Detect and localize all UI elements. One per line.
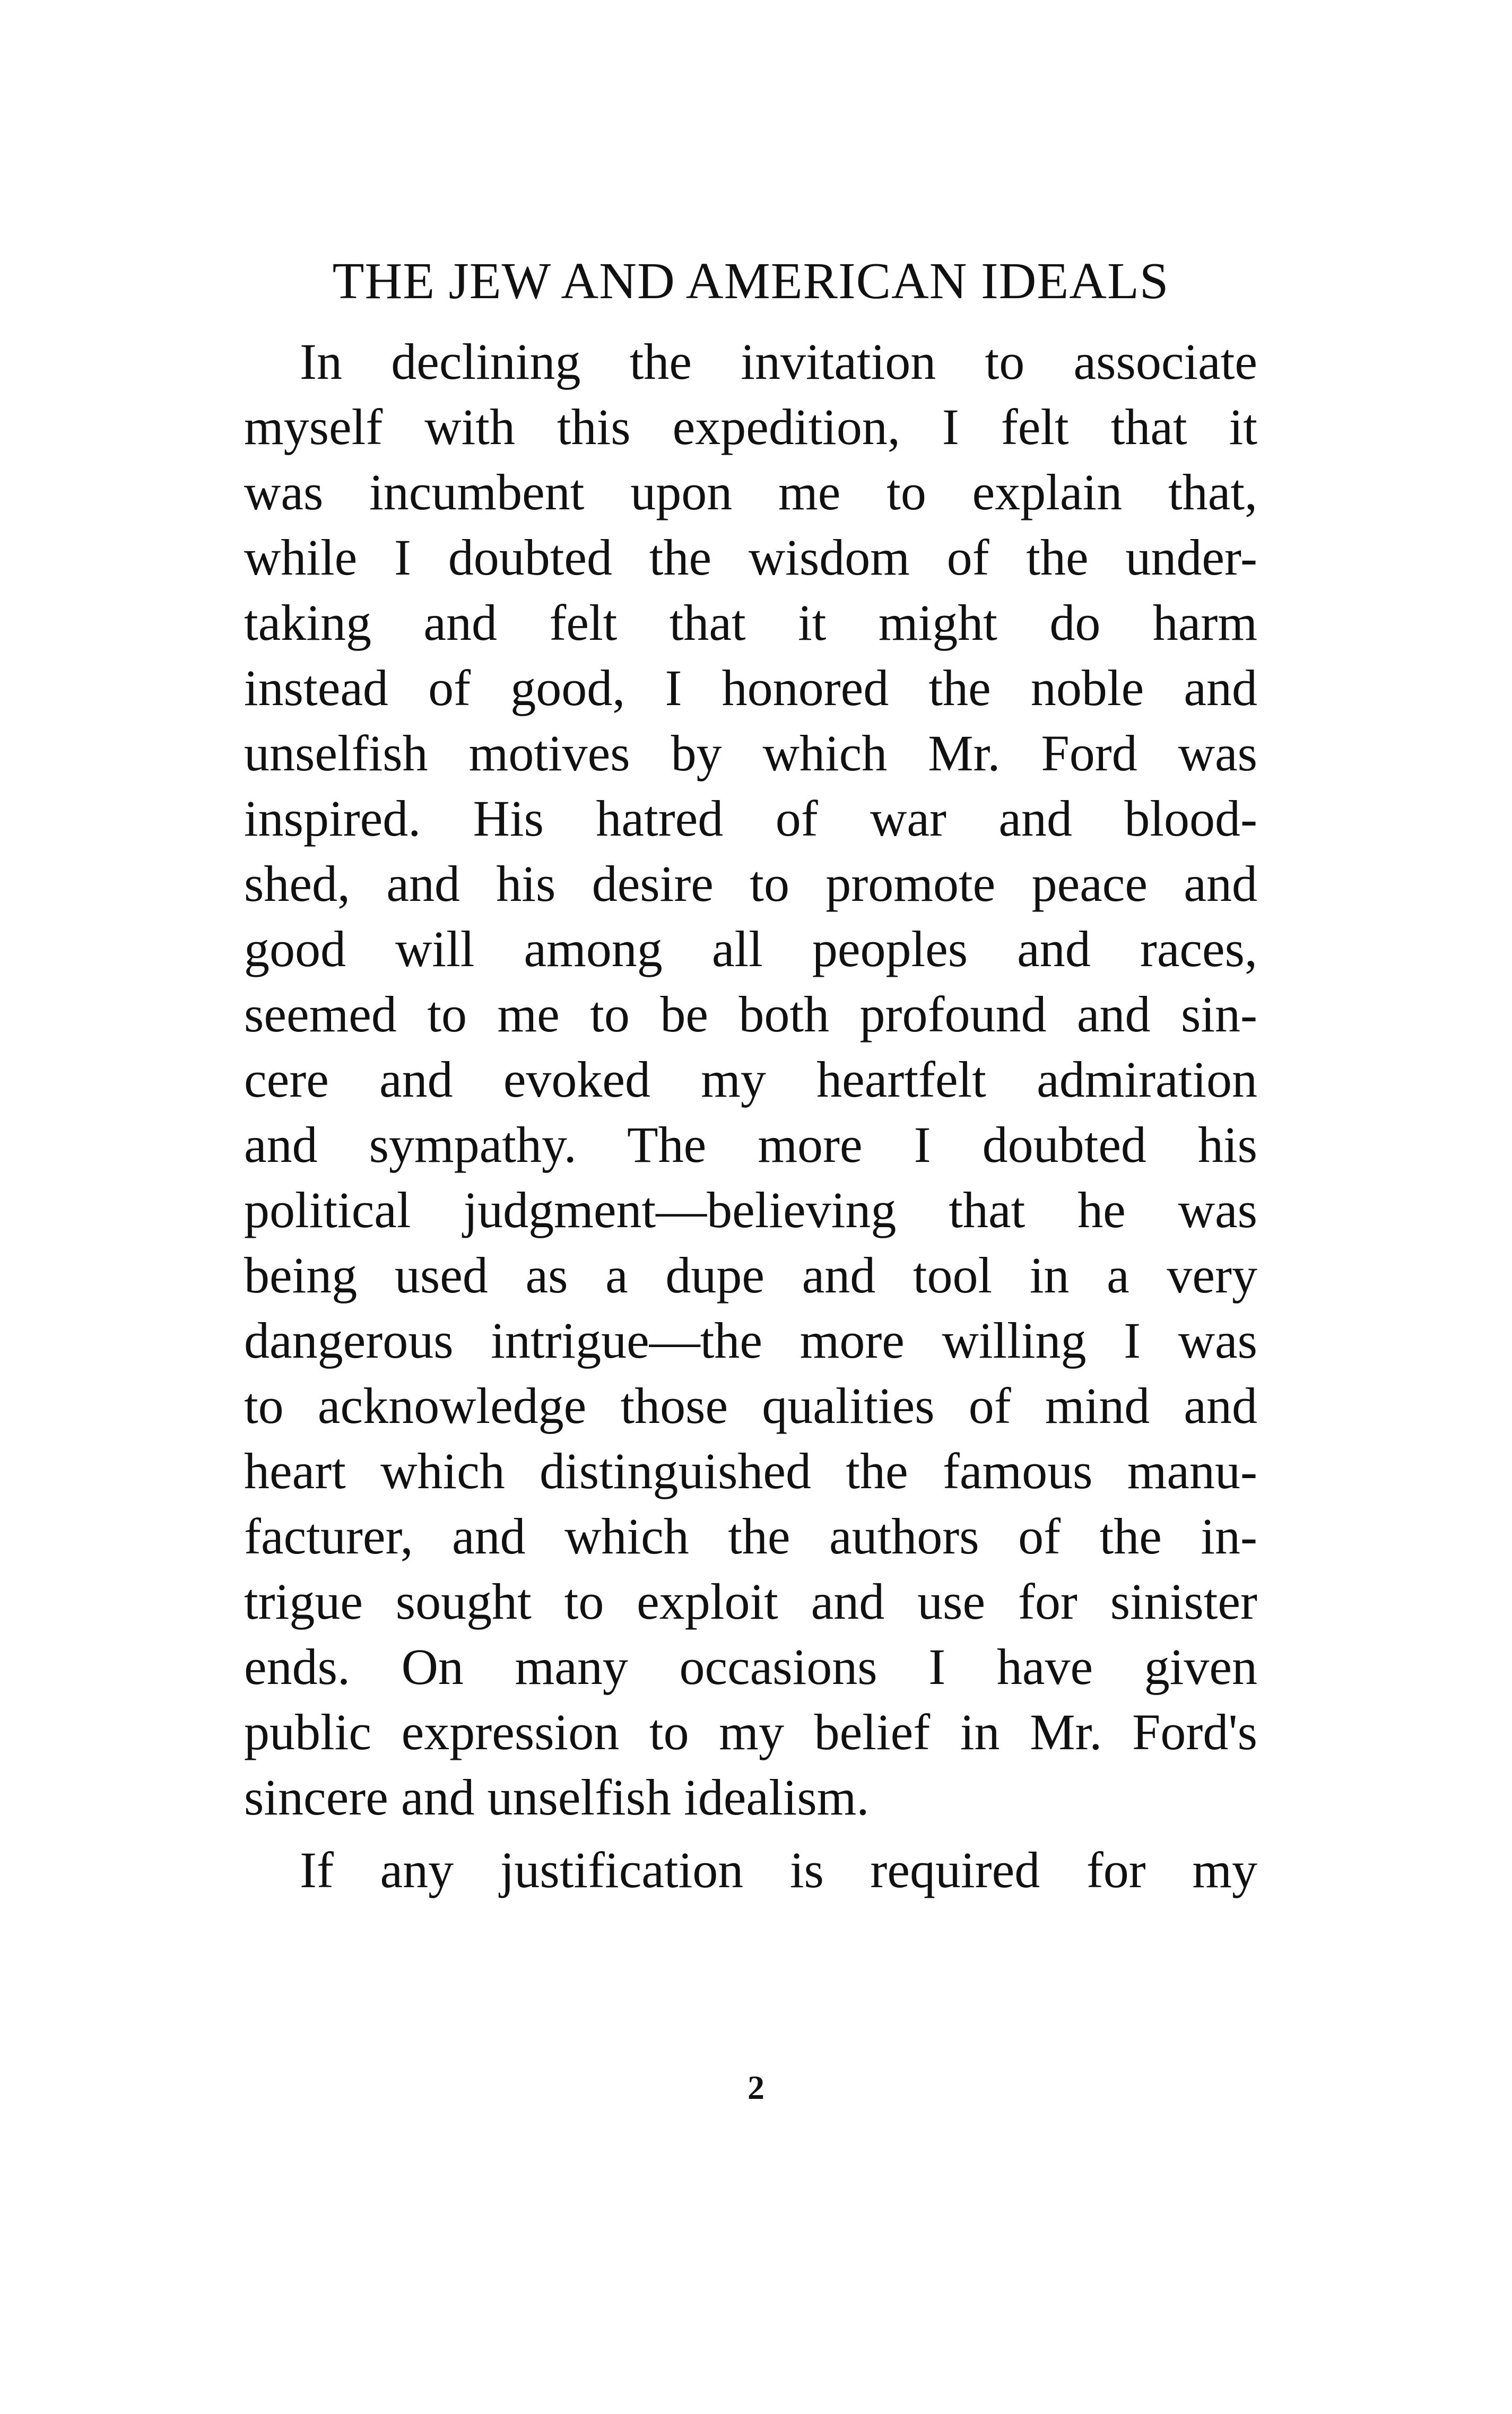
text-line: taking and felt that it might do harm xyxy=(244,594,1257,651)
text-line: unselfish motives by which Mr. Ford was xyxy=(244,725,1257,781)
text-line: political judgment—believing that he was xyxy=(244,1182,1257,1238)
text-line: If any justification is required for my xyxy=(300,1842,1257,1898)
text-line: seemed to me to be both profound and sin- xyxy=(244,986,1257,1043)
text-line: to acknowledge those qualities of mind and xyxy=(244,1377,1257,1434)
text-line: In declining the invitation to associate xyxy=(300,333,1257,390)
text-line: shed, and his desire to promote peace and xyxy=(244,855,1257,912)
text-line: and sympathy. The more I doubted his xyxy=(244,1116,1257,1173)
paragraph-2 xyxy=(244,1837,1257,1903)
running-head: THE JEW AND AMERICAN IDEALS xyxy=(332,253,1169,310)
text-line: sincere and unselfish idealism. xyxy=(244,1769,870,1826)
text-line: heart which distinguished the famous manu- xyxy=(244,1443,1257,1499)
text-line: public expression to my belief in Mr. Ford's xyxy=(244,1704,1257,1760)
text-line: instead of good, I honored the noble and xyxy=(244,659,1257,716)
text-line: was incumbent upon me to explain that, xyxy=(244,464,1257,520)
text-line: while I doubted the wisdom of the under- xyxy=(244,529,1257,586)
text-line: inspired. His hatred of war and blood- xyxy=(244,790,1257,847)
text-line: myself with this expedition, I felt that it xyxy=(244,398,1257,455)
paragraph-1 xyxy=(244,329,1257,1830)
paragraph-spacer xyxy=(244,1830,1257,1837)
text-line: cere and evoked my heartfelt admiration xyxy=(244,1051,1257,1108)
text-line: being used as a dupe and tool in a very xyxy=(244,1247,1257,1304)
body-text xyxy=(244,329,1257,1903)
text-line: good will among all peoples and races, xyxy=(244,921,1257,977)
text-line: dangerous intrigue—the more willing I was xyxy=(244,1312,1257,1369)
text-line: ends. On many occasions I have given xyxy=(244,1638,1257,1695)
text-line: facturer, and which the authors of the in- xyxy=(244,1508,1257,1565)
text-line: trigue sought to exploit and use for sinister xyxy=(244,1573,1257,1630)
page-number: 2 xyxy=(748,2069,764,2106)
